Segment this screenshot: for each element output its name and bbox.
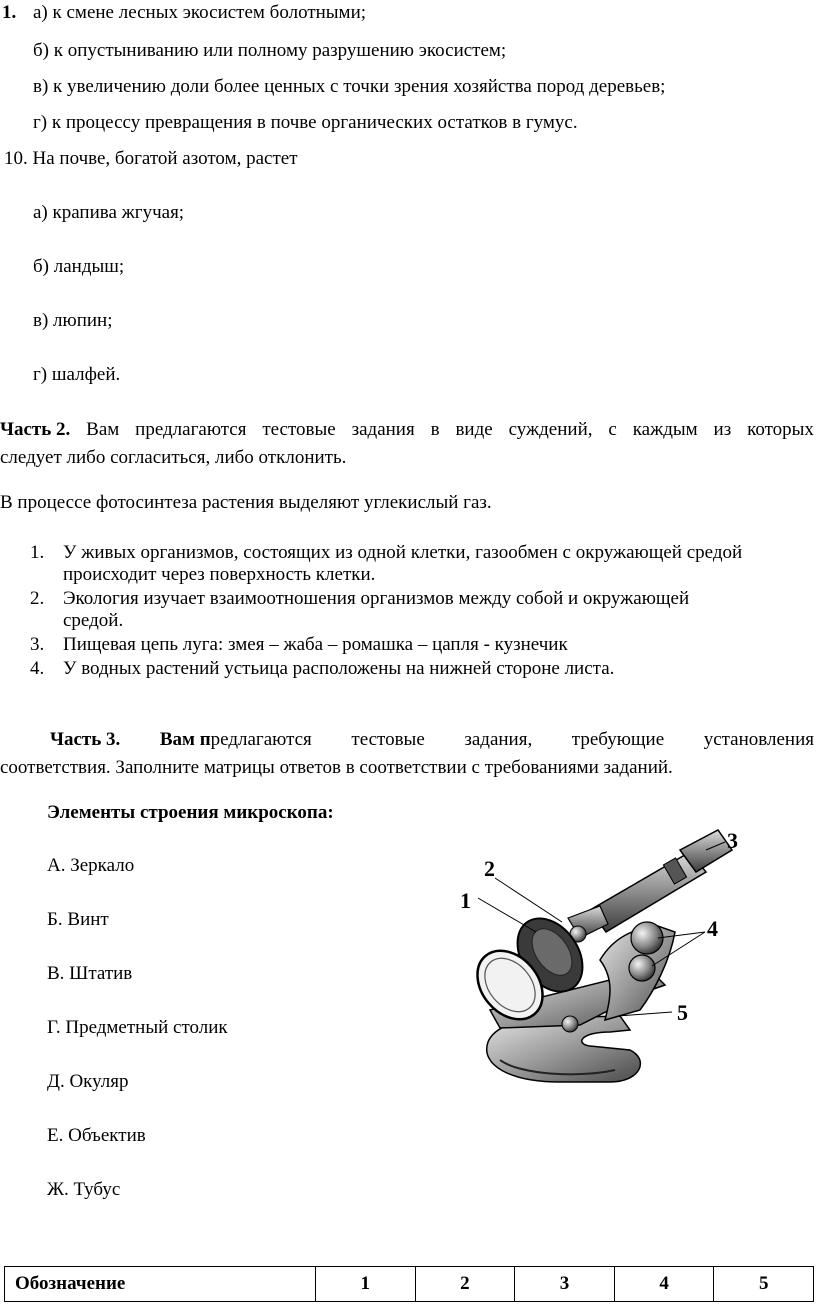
figure-label-1: 1 xyxy=(460,888,471,913)
word: редлагаются xyxy=(210,729,312,750)
word: задания xyxy=(351,419,415,440)
word: тестовые xyxy=(262,419,336,440)
list-item-number: 4. xyxy=(30,658,45,679)
q10-option-d: г) шалфей. xyxy=(33,364,121,385)
table-column-cell: 1 xyxy=(316,1267,416,1302)
stage-clip xyxy=(562,1016,578,1032)
element-item: В. Штатив xyxy=(47,963,133,984)
word: суждений, xyxy=(508,419,593,440)
word: требующие xyxy=(571,729,665,750)
figure-label-5: 5 xyxy=(677,1000,688,1025)
table-header-cell: Обозначение xyxy=(5,1267,316,1302)
table-column-cell: 5 xyxy=(714,1267,814,1302)
q10-option-a: а) крапива жгучая; xyxy=(33,202,185,223)
part2-statement: В процессе фотосинтеза растения выделяют углекислый газ. xyxy=(0,492,492,513)
list-item-text: происходит через поверхность клетки. xyxy=(63,564,376,585)
word: задания, xyxy=(464,729,533,750)
leader-line-1 xyxy=(478,898,536,932)
figure-label-3: 3 xyxy=(727,828,738,853)
answer-table xyxy=(4,1266,814,1302)
list-item-number: 3. xyxy=(30,634,45,655)
microscope-figure xyxy=(440,820,760,1110)
word: каждым xyxy=(632,419,698,440)
list-item-text: Пищевая цепь луга: змея – жаба – ромашка – цапля - кузнечик xyxy=(63,634,568,655)
element-item: А. Зеркало xyxy=(47,855,135,876)
part2-intro-line2: следует либо согласиться, либо отклонить. xyxy=(0,447,347,468)
table-column-cell: 2 xyxy=(415,1267,515,1302)
list-item-text: Экология изучает взаимоотношения организмов между собой и окружающей xyxy=(63,588,690,609)
element-item: Г. Предметный столик xyxy=(47,1017,228,1038)
part2-intro-line1 xyxy=(0,419,814,441)
word: предлагаются xyxy=(135,419,247,440)
word: Вам xyxy=(86,419,120,440)
q9-option-d: г) к процессу превращения в почве органических остатков в гумус. xyxy=(33,112,578,133)
table-column-cell: 3 xyxy=(515,1267,615,1302)
figure-label-4: 4 xyxy=(707,916,718,941)
tube-shape xyxy=(590,852,706,932)
list-item-text: средой. xyxy=(63,610,124,631)
word: с xyxy=(608,419,617,440)
list-item-text: У живых организмов, состоящих из одной клетки, газообмен с окружающей средой xyxy=(63,542,743,563)
list-item-text: У водных растений устьица расположены на нижней стороне листа. xyxy=(63,658,615,679)
part2-label: Часть 2. xyxy=(0,419,71,440)
word: виде xyxy=(455,419,493,440)
part3-intro-line2: соответствия. Заполните матрицы ответов в соответствии с требованиями заданий. xyxy=(0,757,673,778)
q10-option-b: б) ландыш; xyxy=(33,256,125,277)
word: которых xyxy=(747,419,814,440)
q9-option-b: б) к опустыниванию или полному разрушению экосистем; xyxy=(33,40,507,61)
q9-option-a: а) к смене лесных экосистем болотными; xyxy=(33,2,367,23)
element-item: Б. Винт xyxy=(47,909,109,930)
word: установления xyxy=(703,729,814,750)
part3-intro-bold: Вам п xyxy=(159,729,211,750)
element-item: Ж. Тубус xyxy=(47,1179,121,1200)
element-item: Д. Окуляр xyxy=(47,1071,129,1092)
element-item: Е. Объектив xyxy=(47,1125,146,1146)
q9-number: 1. xyxy=(2,2,17,23)
list-item-number: 2. xyxy=(30,588,45,609)
leader-line-2 xyxy=(495,878,562,922)
word: в xyxy=(430,419,440,440)
fine-knob xyxy=(629,955,655,981)
q9-option-c: в) к увеличению доли более ценных с точки зрения хозяйства пород деревьев; xyxy=(33,76,666,97)
q10-option-c: в) люпин; xyxy=(33,310,113,331)
figure-label-2: 2 xyxy=(484,856,495,881)
part3-intro-line1 xyxy=(50,729,814,751)
table-column-cell: 4 xyxy=(614,1267,714,1302)
list-item-number: 1. xyxy=(30,542,45,563)
word: тестовые xyxy=(351,729,425,750)
word: из xyxy=(713,419,732,440)
q10-question: 10. На почве, богатой азотом, растет xyxy=(4,148,298,169)
part3-label: Часть 3. xyxy=(50,729,121,750)
part3-heading: Элементы строения микроскопа: xyxy=(47,802,334,823)
table-row xyxy=(5,1267,814,1302)
